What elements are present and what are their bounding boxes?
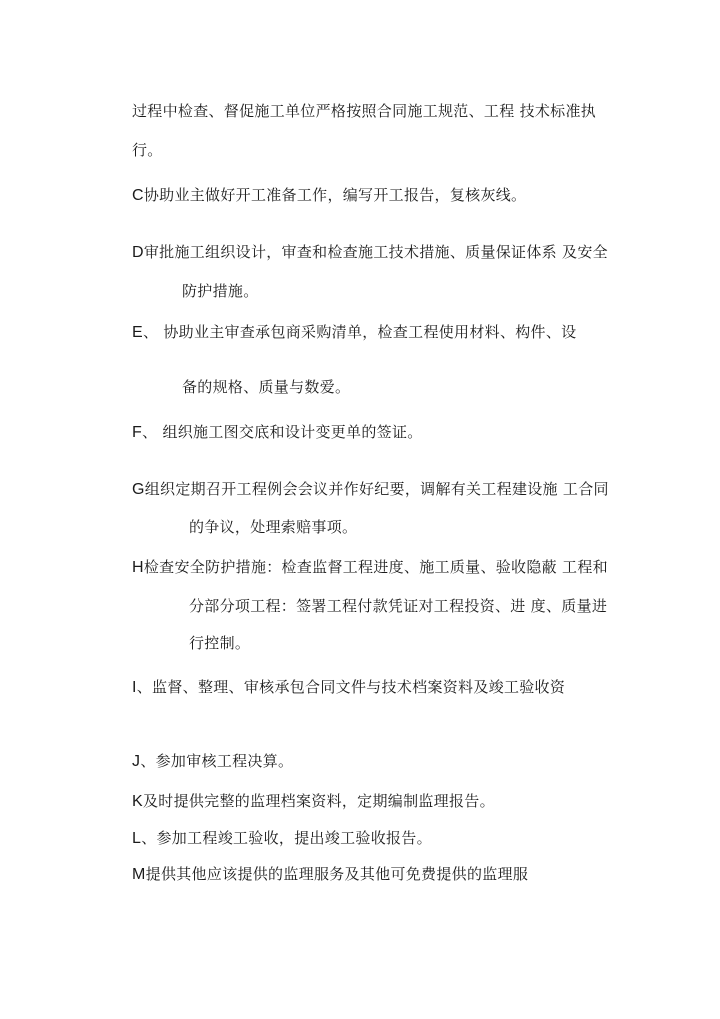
- line-text: 检查安全防护措施：检查监督工程进度、施工质量、验收隐蔽 工程和: [143, 558, 608, 576]
- item-letter: D: [132, 244, 144, 261]
- item-i: [132, 677, 565, 698]
- item-l: [132, 828, 432, 849]
- line-text: 分部分项工程：签署工程付款凭证对工程投资、进 度、质量进: [189, 597, 608, 615]
- line-text: 、参加工程竣工验收，提出竣工验收报告。: [141, 829, 432, 847]
- item-letter: C: [132, 187, 144, 204]
- line-text: 协助业主做好开工准备工作，编写开工报告，复核灰线。: [143, 186, 527, 204]
- line-text: 审批施工组织设计，审查和检查施工技术措施、质量保证体系 及安全: [143, 243, 608, 261]
- line-text: 、参加审核工程决算。: [140, 752, 294, 770]
- item-letter: L: [132, 830, 142, 847]
- line-text: 行控制。: [189, 634, 251, 652]
- line-text: 行。: [132, 141, 163, 159]
- item-e-continuation: [182, 377, 350, 398]
- item-k: [132, 791, 495, 812]
- item-h: [132, 557, 608, 578]
- item-h-continuation-2: [189, 633, 250, 654]
- item-letter: K: [132, 793, 143, 810]
- item-e: [132, 322, 576, 343]
- text-line-1: [132, 101, 596, 122]
- item-g-continuation: [189, 517, 357, 538]
- item-letter: E: [132, 324, 143, 341]
- item-m: [132, 864, 528, 885]
- line-text: 组织定期召开工程例会会议并作好纪要，调解有关工程建设施 工合同: [144, 480, 609, 498]
- item-h-continuation-1: [189, 596, 607, 617]
- line-text: 、监督、整理、审核承包合同文件与技术档案资料及竣工验收资: [136, 678, 566, 696]
- item-c: [132, 185, 526, 206]
- item-letter: H: [132, 559, 144, 576]
- item-f: [132, 422, 423, 443]
- item-letter: J: [132, 753, 141, 770]
- line-text: 过程中检查、督促施工单位严格按照合同施工规范、工程 技术标准执: [132, 102, 597, 120]
- item-letter: M: [132, 866, 146, 883]
- line-text: 、 协助业主审查承包商采购清单，检查工程使用材料、构件、设: [142, 323, 577, 341]
- item-d: [132, 242, 608, 263]
- item-letter: G: [132, 481, 145, 498]
- line-text: 提供其他应该提供的监理服务及其他可免费提供的监理服: [145, 865, 529, 883]
- item-g: [132, 479, 609, 500]
- line-text: 备的规格、质量与数爱。: [182, 378, 351, 396]
- text-line-2: [132, 140, 163, 161]
- line-text: 及时提供完整的监理档案资料，定期编制监理报告。: [142, 792, 495, 810]
- item-letter: I: [132, 679, 137, 696]
- item-d-continuation: [182, 281, 259, 302]
- line-text: 防护措施。: [182, 282, 259, 300]
- line-text: 的争议，处理索赔事项。: [189, 518, 358, 536]
- item-letter: F: [132, 424, 143, 441]
- line-text: 、 组织施工图交底和设计变更单的签证。: [142, 423, 423, 441]
- item-j: [132, 751, 293, 772]
